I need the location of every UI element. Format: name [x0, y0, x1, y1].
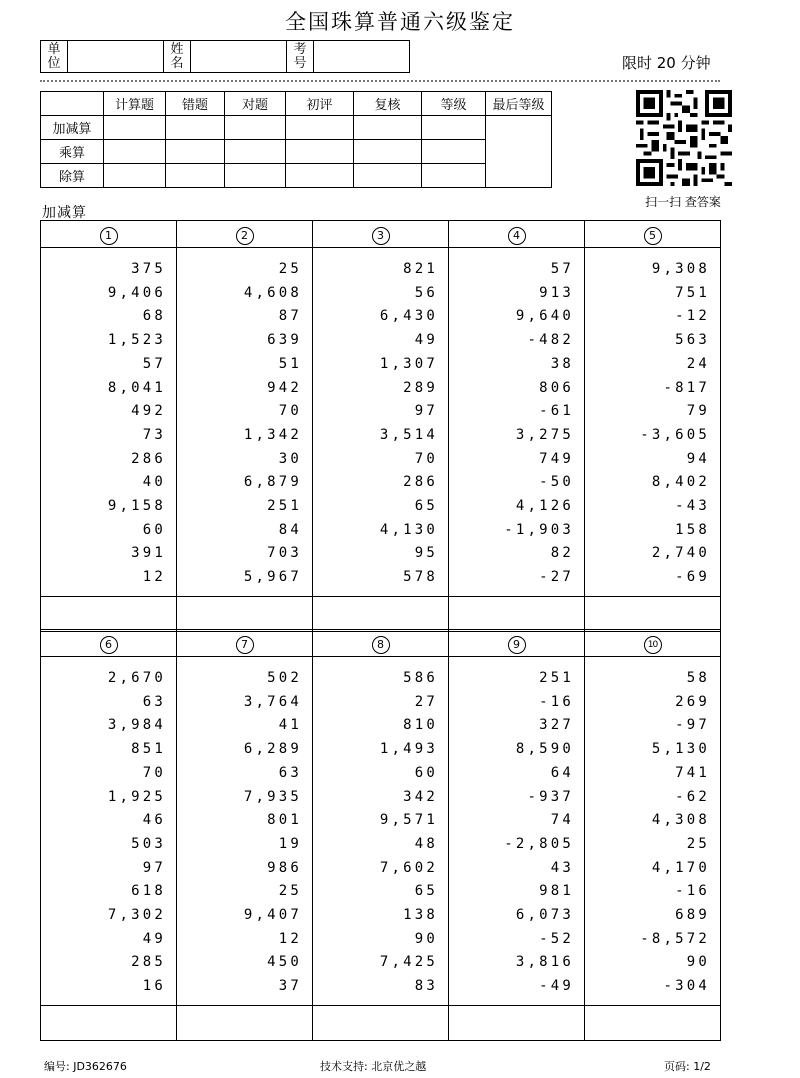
page-title: 全国珠算普通六级鉴定	[285, 10, 515, 34]
problem-value: 4,130	[379, 521, 438, 538]
problem-value: 73	[142, 426, 166, 443]
problem-value: 375	[131, 261, 166, 277]
problem-value: 986	[267, 859, 302, 876]
dotted-divider	[40, 80, 720, 82]
final-grade-cell[interactable]	[486, 116, 552, 188]
problem-values-row	[41, 248, 721, 597]
score-cell[interactable]	[166, 140, 225, 164]
problem-value: 7,425	[379, 954, 438, 971]
problems-table-bottom	[40, 629, 721, 1041]
problem-value: 138	[403, 907, 438, 924]
answer-row	[41, 597, 721, 632]
problem-value: 810	[403, 717, 438, 734]
score-cell[interactable]	[225, 116, 286, 140]
problem-number: 1	[100, 227, 118, 245]
score-cell[interactable]	[354, 164, 422, 188]
footer-support: 技术支持: 北京优之越	[320, 1060, 427, 1073]
problem-value: -52	[539, 930, 574, 947]
problem-value: 63	[278, 764, 302, 781]
score-header-cell: 计算题	[104, 92, 166, 116]
problem-value: 84	[278, 521, 302, 538]
problem-value: 327	[539, 717, 574, 734]
problem-values-cell	[449, 248, 585, 597]
problem-value: -937	[527, 788, 574, 805]
problem-value: 5,130	[651, 741, 710, 758]
score-cell[interactable]	[422, 140, 486, 164]
problem-value: 74	[550, 812, 574, 829]
problem-value: 2,740	[651, 545, 710, 562]
problem-value: -50	[539, 474, 574, 491]
problem-value: 38	[550, 355, 574, 372]
problem-value: 9,406	[107, 284, 166, 301]
answer-cell[interactable]	[41, 1006, 177, 1041]
problem-value: 1,307	[379, 355, 438, 372]
problem-value: 65	[414, 498, 438, 515]
problem-value: 65	[414, 883, 438, 900]
problem-value: 79	[686, 403, 710, 420]
problem-value: 492	[131, 403, 166, 420]
problems-table-top	[40, 220, 721, 632]
problem-value: 6,430	[379, 308, 438, 325]
score-header-cell: 最后等级	[486, 92, 552, 116]
problem-value: -8,572	[640, 930, 710, 947]
score-header-cell: 错题	[166, 92, 225, 116]
problem-value: 70	[142, 764, 166, 781]
problem-value: 751	[675, 284, 710, 301]
problem-number: 10	[644, 636, 662, 654]
answer-cell[interactable]	[177, 597, 313, 632]
name-label-text: 姓 名	[170, 41, 184, 71]
problem-value: 25	[686, 835, 710, 852]
problem-value: 16	[142, 978, 166, 995]
problem-value: -2,805	[504, 835, 574, 852]
problem-number-cell	[449, 630, 585, 657]
problem-number-cell	[585, 630, 721, 657]
problem-value: 9,571	[379, 812, 438, 829]
problem-value: 90	[686, 954, 710, 971]
problem-value: 286	[403, 474, 438, 491]
name-label	[164, 41, 191, 73]
unit-label	[41, 41, 68, 73]
problem-number-cell	[41, 630, 177, 657]
problem-value: 6,073	[515, 907, 574, 924]
exam-no-label	[287, 41, 314, 73]
problem-value: 8,041	[107, 379, 166, 396]
answer-cell[interactable]	[585, 1006, 721, 1041]
problem-value: -817	[663, 379, 710, 396]
score-header-cell: 复核	[354, 92, 422, 116]
problem-value: 3,816	[515, 954, 574, 971]
problem-value: 806	[539, 379, 574, 396]
problem-number: 5	[644, 227, 662, 245]
answer-cell[interactable]	[41, 597, 177, 632]
problem-value: 2,670	[107, 670, 166, 686]
problem-value: 9,308	[651, 261, 710, 277]
problem-values-cell	[585, 657, 721, 1006]
problem-value: 9,407	[243, 907, 302, 924]
problem-value: -61	[539, 403, 574, 420]
problem-value: 46	[142, 812, 166, 829]
score-table	[40, 91, 552, 188]
problem-value: 43	[550, 859, 574, 876]
problem-value: -1,903	[504, 521, 574, 538]
problem-value: 82	[550, 545, 574, 562]
problem-number-cell	[177, 221, 313, 248]
unit-label-text: 单 位	[47, 41, 61, 71]
problem-value: 269	[675, 693, 710, 710]
problem-value: 49	[414, 332, 438, 349]
problem-value: 37	[278, 978, 302, 995]
problem-value: 90	[414, 930, 438, 947]
problem-value: 286	[131, 450, 166, 467]
exam-no-field[interactable]	[314, 41, 410, 73]
problem-value: -16	[675, 883, 710, 900]
footer-code: 编号: JD362676	[44, 1060, 127, 1073]
problem-values-cell	[313, 657, 449, 1006]
score-row	[41, 164, 552, 188]
problem-value: 7,935	[243, 788, 302, 805]
problem-values-cell	[41, 657, 177, 1006]
problem-number-cell	[41, 221, 177, 248]
problem-value: 563	[675, 332, 710, 349]
qr-code-icon[interactable]	[636, 90, 732, 186]
problem-number: 7	[236, 636, 254, 654]
problem-value: 503	[131, 835, 166, 852]
score-cell[interactable]	[104, 164, 166, 188]
score-cell[interactable]	[225, 140, 286, 164]
candidate-info-table	[40, 40, 410, 73]
problem-number-cell	[313, 630, 449, 657]
problem-value: 64	[550, 764, 574, 781]
problem-value: 821	[403, 261, 438, 277]
problem-value: -482	[527, 332, 574, 349]
problem-value: 57	[142, 355, 166, 372]
problem-value: 48	[414, 835, 438, 852]
problem-value: -49	[539, 978, 574, 995]
problem-value: 63	[142, 693, 166, 710]
score-cell[interactable]	[225, 164, 286, 188]
problem-value: 94	[686, 450, 710, 467]
problem-value: 851	[131, 741, 166, 758]
problem-value: 70	[414, 450, 438, 467]
problem-value: 97	[142, 859, 166, 876]
problem-value: 1,342	[243, 426, 302, 443]
problem-value: -304	[663, 978, 710, 995]
problem-value: 942	[267, 379, 302, 396]
problem-value: -27	[539, 569, 574, 586]
score-header-cell: 初评	[286, 92, 354, 116]
problem-number: 2	[236, 227, 254, 245]
problem-values-cell	[41, 248, 177, 597]
problem-value: 83	[414, 978, 438, 995]
problem-value: 19	[278, 835, 302, 852]
problem-values-cell	[313, 248, 449, 597]
problem-value: 7,602	[379, 859, 438, 876]
score-cell[interactable]	[354, 116, 422, 140]
score-cell[interactable]	[422, 116, 486, 140]
problem-value: 49	[142, 930, 166, 947]
score-cell[interactable]	[422, 164, 486, 188]
problem-value: 689	[675, 907, 710, 924]
problem-value: 3,764	[243, 693, 302, 710]
problem-value: -43	[675, 498, 710, 515]
problem-value: 9,158	[107, 498, 166, 515]
problem-value: 251	[267, 498, 302, 515]
problem-value: 56	[414, 284, 438, 301]
problem-values-cell	[177, 248, 313, 597]
problem-number-cell	[585, 221, 721, 248]
problem-number: 4	[508, 227, 526, 245]
problem-value: 60	[142, 521, 166, 538]
problem-value: 4,170	[651, 859, 710, 876]
problem-values-cell	[585, 248, 721, 597]
problem-value: -62	[675, 788, 710, 805]
problem-value: 41	[278, 717, 302, 734]
problem-value: 981	[539, 883, 574, 900]
problem-value: 6,879	[243, 474, 302, 491]
score-header-cell: 对题	[225, 92, 286, 116]
score-header-cell: 等级	[422, 92, 486, 116]
problem-value: 97	[414, 403, 438, 420]
problem-value: 450	[267, 954, 302, 971]
problem-values-row	[41, 657, 721, 1006]
score-row-label: 乘算	[41, 140, 104, 164]
problem-value: 749	[539, 450, 574, 467]
score-cell[interactable]	[166, 116, 225, 140]
problem-number-cell	[177, 630, 313, 657]
problem-value: 502	[267, 670, 302, 686]
problem-value: 12	[142, 569, 166, 586]
score-cell[interactable]	[286, 116, 354, 140]
problem-value: 1,523	[107, 332, 166, 349]
problem-value: 40	[142, 474, 166, 491]
score-row-label: 加减算	[41, 116, 104, 140]
problem-value: 586	[403, 670, 438, 686]
problem-value: 12	[278, 930, 302, 947]
problem-value: 342	[403, 788, 438, 805]
problem-number-cell	[449, 221, 585, 248]
problem-number-cell	[313, 221, 449, 248]
score-cell[interactable]	[166, 164, 225, 188]
qr-caption: 扫一扫 查答案	[645, 195, 721, 209]
problem-value: 3,275	[515, 426, 574, 443]
problem-value: -12	[675, 308, 710, 325]
problem-value: 68	[142, 308, 166, 325]
problem-value: 3,984	[107, 717, 166, 734]
score-cell[interactable]	[354, 140, 422, 164]
name-field[interactable]	[191, 41, 287, 73]
problem-value: 7,302	[107, 907, 166, 924]
problem-value: 3,514	[379, 426, 438, 443]
score-row	[41, 116, 552, 140]
problem-value: -16	[539, 693, 574, 710]
problem-value: 158	[675, 521, 710, 538]
problem-value: 4,126	[515, 498, 574, 515]
section-label: 加减算	[42, 205, 87, 221]
problem-number-row	[41, 630, 721, 657]
problem-value: 8,402	[651, 474, 710, 491]
problem-number: 9	[508, 636, 526, 654]
answer-cell[interactable]	[449, 597, 585, 632]
exam-no-label-text: 考 号	[293, 41, 307, 71]
problem-number: 3	[372, 227, 390, 245]
problem-value: 58	[686, 670, 710, 686]
score-cell[interactable]	[286, 164, 354, 188]
score-cell[interactable]	[104, 116, 166, 140]
problem-value: 6,289	[243, 741, 302, 758]
problem-value: 289	[403, 379, 438, 396]
score-row	[41, 140, 552, 164]
answer-cell[interactable]	[313, 1006, 449, 1041]
problem-value: -69	[675, 569, 710, 586]
problem-value: 51	[278, 355, 302, 372]
score-cell[interactable]	[286, 140, 354, 164]
problem-value: 1,925	[107, 788, 166, 805]
problem-value: 60	[414, 764, 438, 781]
problem-value: 703	[267, 545, 302, 562]
problem-value: 4,308	[651, 812, 710, 829]
problem-value: 4,608	[243, 284, 302, 301]
answer-cell[interactable]	[585, 597, 721, 632]
problem-value: 70	[278, 403, 302, 420]
problem-number: 6	[100, 636, 118, 654]
problem-number: 8	[372, 636, 390, 654]
problem-value: 57	[550, 261, 574, 277]
problem-value: 913	[539, 284, 574, 301]
problem-value: 391	[131, 545, 166, 562]
answer-cell[interactable]	[313, 597, 449, 632]
problem-value: 25	[278, 261, 302, 277]
answer-row	[41, 1006, 721, 1041]
answer-cell[interactable]	[177, 1006, 313, 1041]
problem-value: 1,493	[379, 741, 438, 758]
unit-field[interactable]	[68, 41, 164, 73]
problem-value: -97	[675, 717, 710, 734]
problem-values-cell	[449, 657, 585, 1006]
problem-value: 5,967	[243, 569, 302, 586]
problem-value: 24	[686, 355, 710, 372]
problem-value: 251	[539, 670, 574, 686]
problem-value: 285	[131, 954, 166, 971]
problem-value: 25	[278, 883, 302, 900]
footer-page: 页码: 1/2	[664, 1060, 711, 1073]
score-header-row	[41, 92, 552, 116]
problem-value: 639	[267, 332, 302, 349]
problem-value: 9,640	[515, 308, 574, 325]
problem-value: 27	[414, 693, 438, 710]
problem-value: 95	[414, 545, 438, 562]
answer-cell[interactable]	[449, 1006, 585, 1041]
time-limit: 限时 20 分钟	[622, 54, 711, 72]
problem-value: -3,605	[640, 426, 710, 443]
score-header-cell	[41, 92, 104, 116]
problem-value: 618	[131, 883, 166, 900]
score-row-label: 除算	[41, 164, 104, 188]
problem-value: 30	[278, 450, 302, 467]
score-cell[interactable]	[104, 140, 166, 164]
problem-values-cell	[177, 657, 313, 1006]
problem-value: 8,590	[515, 741, 574, 758]
problem-value: 87	[278, 308, 302, 325]
problem-number-row	[41, 221, 721, 248]
problem-value: 741	[675, 764, 710, 781]
problem-value: 578	[403, 569, 438, 586]
problem-value: 801	[267, 812, 302, 829]
